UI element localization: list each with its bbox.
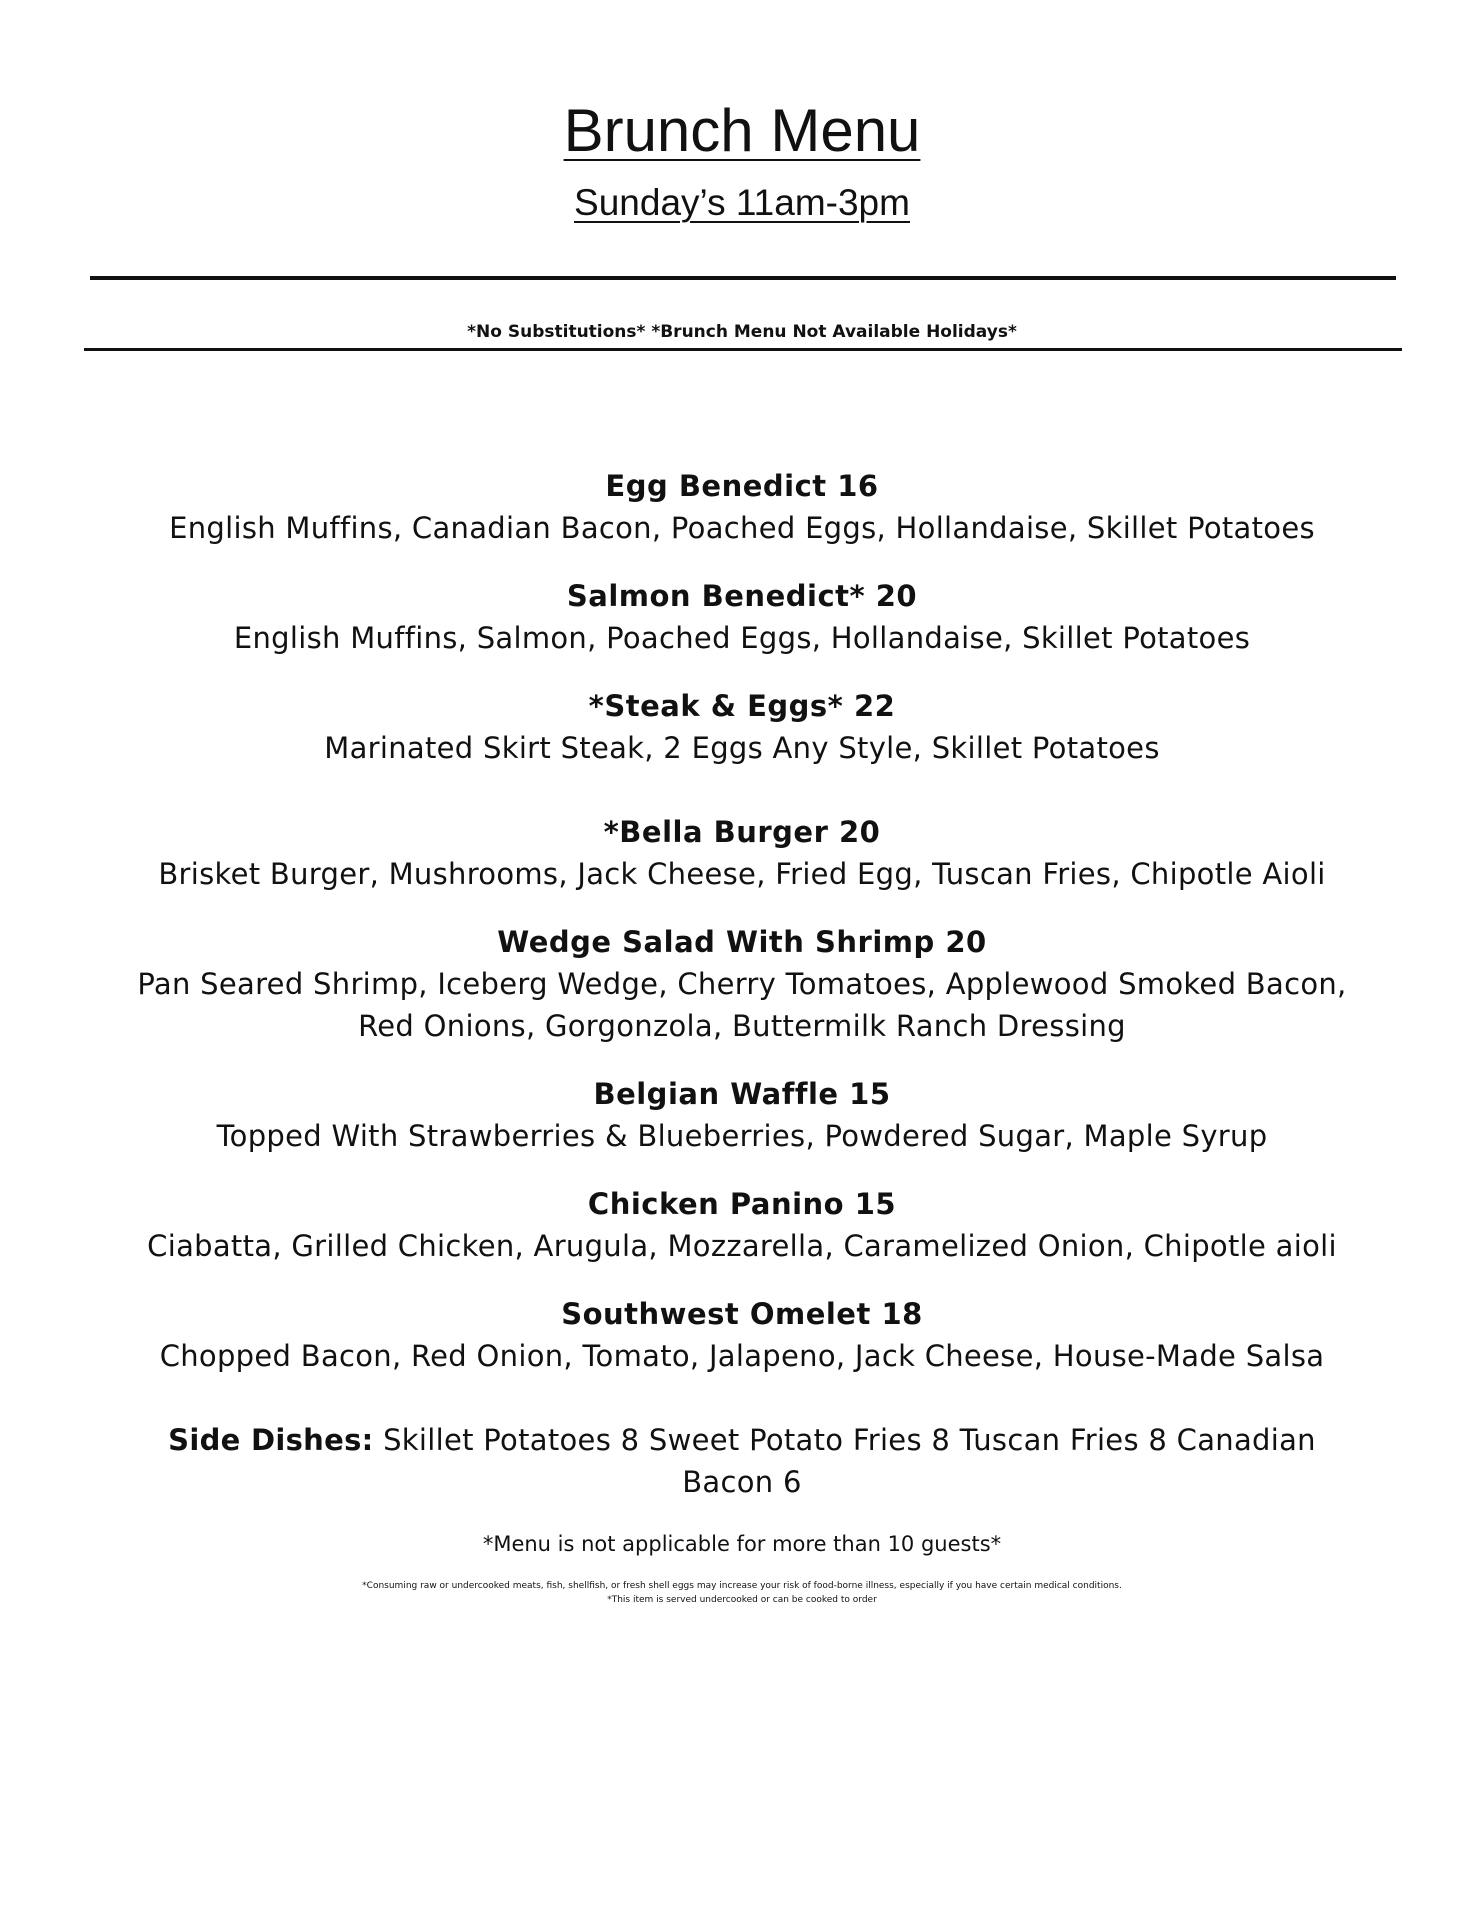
menu-item-name: Southwest Omelet 18	[561, 1297, 923, 1331]
fine-print	[60, 1579, 1424, 1607]
group-size-note: *Menu is not applicable for more than 10 guests*	[482, 1532, 1002, 1556]
menu-item-belgian-waffle	[60, 1073, 1424, 1157]
menu-item-description: Chopped Bacon, Red Onion, Tomato, Jalapeno, Jack Cheese, House-Made Salsa	[159, 1339, 1325, 1373]
menu-item-name: *Bella Burger 20	[603, 815, 881, 849]
menu-item-bella-burger	[60, 811, 1424, 895]
menu-item-name: Wedge Salad With Shrimp 20	[497, 925, 987, 959]
menu-item-name: *Steak & Eggs* 22	[588, 689, 896, 723]
menu-item-description-continued: Red Onions, Gorgonzola, Buttermilk Ranch Dressing	[358, 1009, 1126, 1043]
menu-item-description: English Muffins, Salmon, Poached Eggs, Hollandaise, Skillet Potatoes	[233, 621, 1251, 655]
page-title: Brunch Menu	[563, 97, 921, 164]
menu-items	[60, 465, 1424, 1607]
menu-item-steak-eggs	[60, 685, 1424, 769]
menu-header	[0, 95, 1484, 225]
menu-item-name: Chicken Panino 15	[587, 1187, 897, 1221]
side-dishes-label: Side Dishes:	[168, 1423, 374, 1457]
divider-top	[90, 276, 1396, 280]
food-safety-warning: *Consuming raw or undercooked meats, fish, shellfish, or fresh shell eggs may increase your risk of food-borne illness, especially if you have certain medical conditions.	[362, 1581, 1122, 1591]
menu-item-description: Marinated Skirt Steak, 2 Eggs Any Style, Skillet Potatoes	[324, 731, 1160, 765]
menu-item-description: Brisket Burger, Mushrooms, Jack Cheese, Fried Egg, Tuscan Fries, Chipotle Aioli	[158, 857, 1326, 891]
menu-item-salmon-benedict	[60, 575, 1424, 659]
menu-item-southwest-omelet	[60, 1293, 1424, 1377]
menu-item-egg-benedict	[60, 465, 1424, 549]
menu-item-name: Salmon Benedict* 20	[566, 579, 918, 613]
divider-bottom	[84, 348, 1402, 351]
menu-item-description: Ciabatta, Grilled Chicken, Arugula, Mozzarella, Caramelized Onion, Chipotle aioli	[147, 1229, 1337, 1263]
menu-item-name: Belgian Waffle 15	[593, 1077, 891, 1111]
substitution-notice: *No Substitutions* *Brunch Menu Not Available Holidays*	[467, 322, 1017, 342]
menu-item-description: English Muffins, Canadian Bacon, Poached Eggs, Hollandaise, Skillet Potatoes	[169, 511, 1315, 545]
menu-item-description: Topped With Strawberries & Blueberries, Powdered Sugar, Maple Syrup	[216, 1119, 1268, 1153]
side-dishes	[60, 1419, 1424, 1503]
undercooked-notice: *This item is served undercooked or can be cooked to order	[607, 1595, 877, 1605]
menu-hours: Sunday’s 11am-3pm	[574, 182, 910, 223]
side-dishes-list: Skillet Potatoes 8 Sweet Potato Fries 8 Tuscan Fries 8 Canadian Bacon 6	[383, 1423, 1316, 1499]
menu-item-description: Pan Seared Shrimp, Iceberg Wedge, Cherry Tomatoes, Applewood Smoked Bacon,	[137, 967, 1347, 1001]
menu-item-name: Egg Benedict 16	[605, 469, 879, 503]
menu-item-chicken-panino	[60, 1183, 1424, 1267]
menu-item-wedge-salad	[60, 921, 1424, 1047]
